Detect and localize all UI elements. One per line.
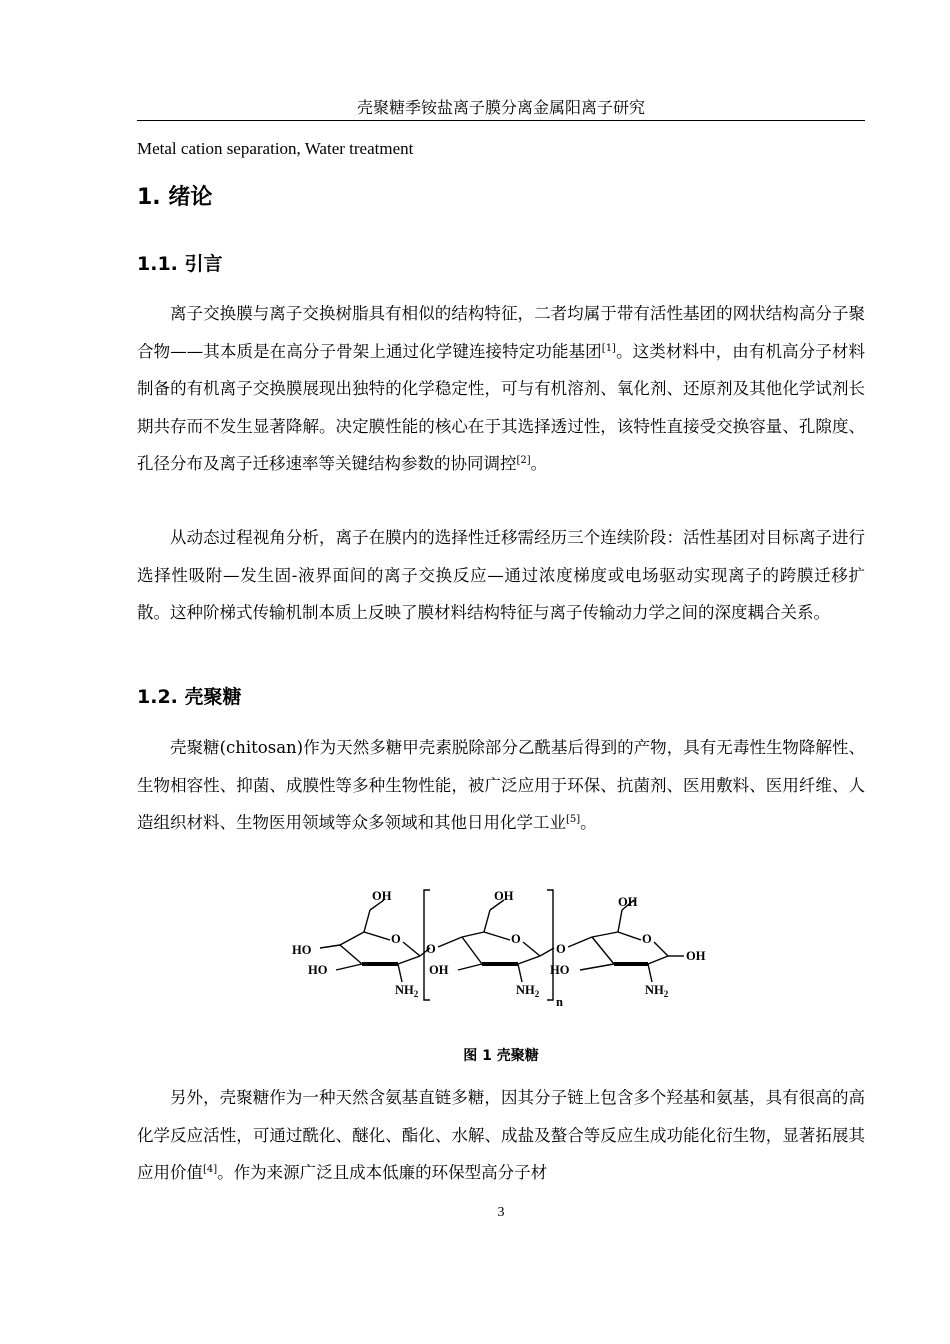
ring-oxygen-label: O bbox=[511, 932, 521, 946]
chitosan-structure-diagram bbox=[288, 882, 728, 1012]
citation-ref[interactable]: [1] bbox=[601, 342, 616, 354]
ho-label: HO bbox=[550, 963, 570, 977]
glycosidic-oxygen-label: O bbox=[426, 942, 436, 956]
glycosidic-oxygen-label: O bbox=[556, 942, 566, 956]
running-header-title: 壳聚糖季铵盐离子膜分离金属阳离子研究 bbox=[356, 98, 645, 117]
keywords-line: Metal cation separation, Water treatment bbox=[137, 139, 414, 158]
amine-label: $NH_2$ bbox=[395, 983, 419, 999]
running-header bbox=[137, 96, 865, 121]
chitosan-paragraph-1: 壳聚糖(chitosan)作为天然多糖甲壳素脱除部分乙酰基后得到的产物，具有无毒性生物降解性、生物相容性、抑菌、成膜性等多种生物性能，被广泛应用于环保、抗菌剂、医用敷料、医用纤维、人造组织材料、生物医用领域等众多领域和其他日用化学工业[5]。 bbox=[137, 738, 865, 832]
glucosamine-ring-right bbox=[550, 895, 706, 999]
oh-label: OH bbox=[372, 889, 392, 903]
oh-label: OH bbox=[429, 963, 449, 977]
intro-paragraph-2: 从动态过程视角分析，离子在膜内的选择性迁移需经历三个连续阶段：活性基团对目标离子进行选择性吸附—发生固-液界面间的离子交换反应—通过浓度梯度或电场驱动实现离子的跨膜迁移扩散。这种阶梯式传输机制本质上反映了膜材料结构特征与离子传输动力学之间的深度耦合关系。 bbox=[137, 528, 865, 622]
figure-caption: 图 1 壳聚糖 bbox=[463, 1048, 539, 1064]
ho-label: HO bbox=[292, 943, 312, 957]
intro-paragraph-1: 离子交换膜与离子交换树脂具有相似的结构特征，二者均属于带有活性基团的网状结构高分子聚合物——其本质是在高分子骨架上通过化学键连接特定功能基团[1]。这类材料中，由有机高分子材料制备的有机离子交换膜展现出独特的化学稳定性，可与有机溶剂、氧化剂、还原剂及其他化学试剂长期共存而不发生显著降解。决定膜性能的核心在于其选择透过性，该特性直接受交换容量、孔隙度、孔径分布及离子迁移速率等关键结构参数的协同调控[2]。 bbox=[137, 304, 866, 473]
ring-oxygen-label: O bbox=[642, 932, 652, 946]
citation-ref[interactable]: [5] bbox=[566, 814, 581, 825]
citation-ref[interactable]: [4] bbox=[203, 1164, 218, 1175]
oh-label: OH bbox=[618, 895, 638, 909]
amine-label: $NH_2$ bbox=[645, 983, 669, 999]
chitosan-paragraph-2: 另外，壳聚糖作为一种天然含氨基直链多糖，因其分子链上包含多个羟基和氨基，具有很高的高化学反应活性，可通过酰化、醚化、酯化、水解、成盐及螯合等反应生成功能化衍生物，显著拓展其应用价值[4]。作为来源广泛且成本低廉的环保型高分子材 bbox=[137, 1088, 865, 1182]
section-heading-1: 1. 绪论 bbox=[137, 185, 213, 210]
glucosamine-ring-left bbox=[292, 889, 430, 999]
citation-ref[interactable]: [2] bbox=[516, 455, 531, 466]
repeat-count-label: n bbox=[556, 995, 563, 1009]
amine-label: $NH_2$ bbox=[516, 983, 540, 999]
section-heading-1-1: 1.1. 引言 bbox=[137, 253, 223, 275]
ho-label: HO bbox=[308, 963, 328, 977]
glucosamine-ring-middle bbox=[429, 889, 554, 999]
page-number: 3 bbox=[497, 1205, 505, 1220]
ring-oxygen-label: O bbox=[391, 932, 401, 946]
oh-label: OH bbox=[686, 949, 706, 963]
oh-label: OH bbox=[494, 889, 514, 903]
section-heading-1-2: 1.2. 壳聚糖 bbox=[137, 686, 242, 708]
chitosan-structure-figure bbox=[288, 882, 728, 1012]
